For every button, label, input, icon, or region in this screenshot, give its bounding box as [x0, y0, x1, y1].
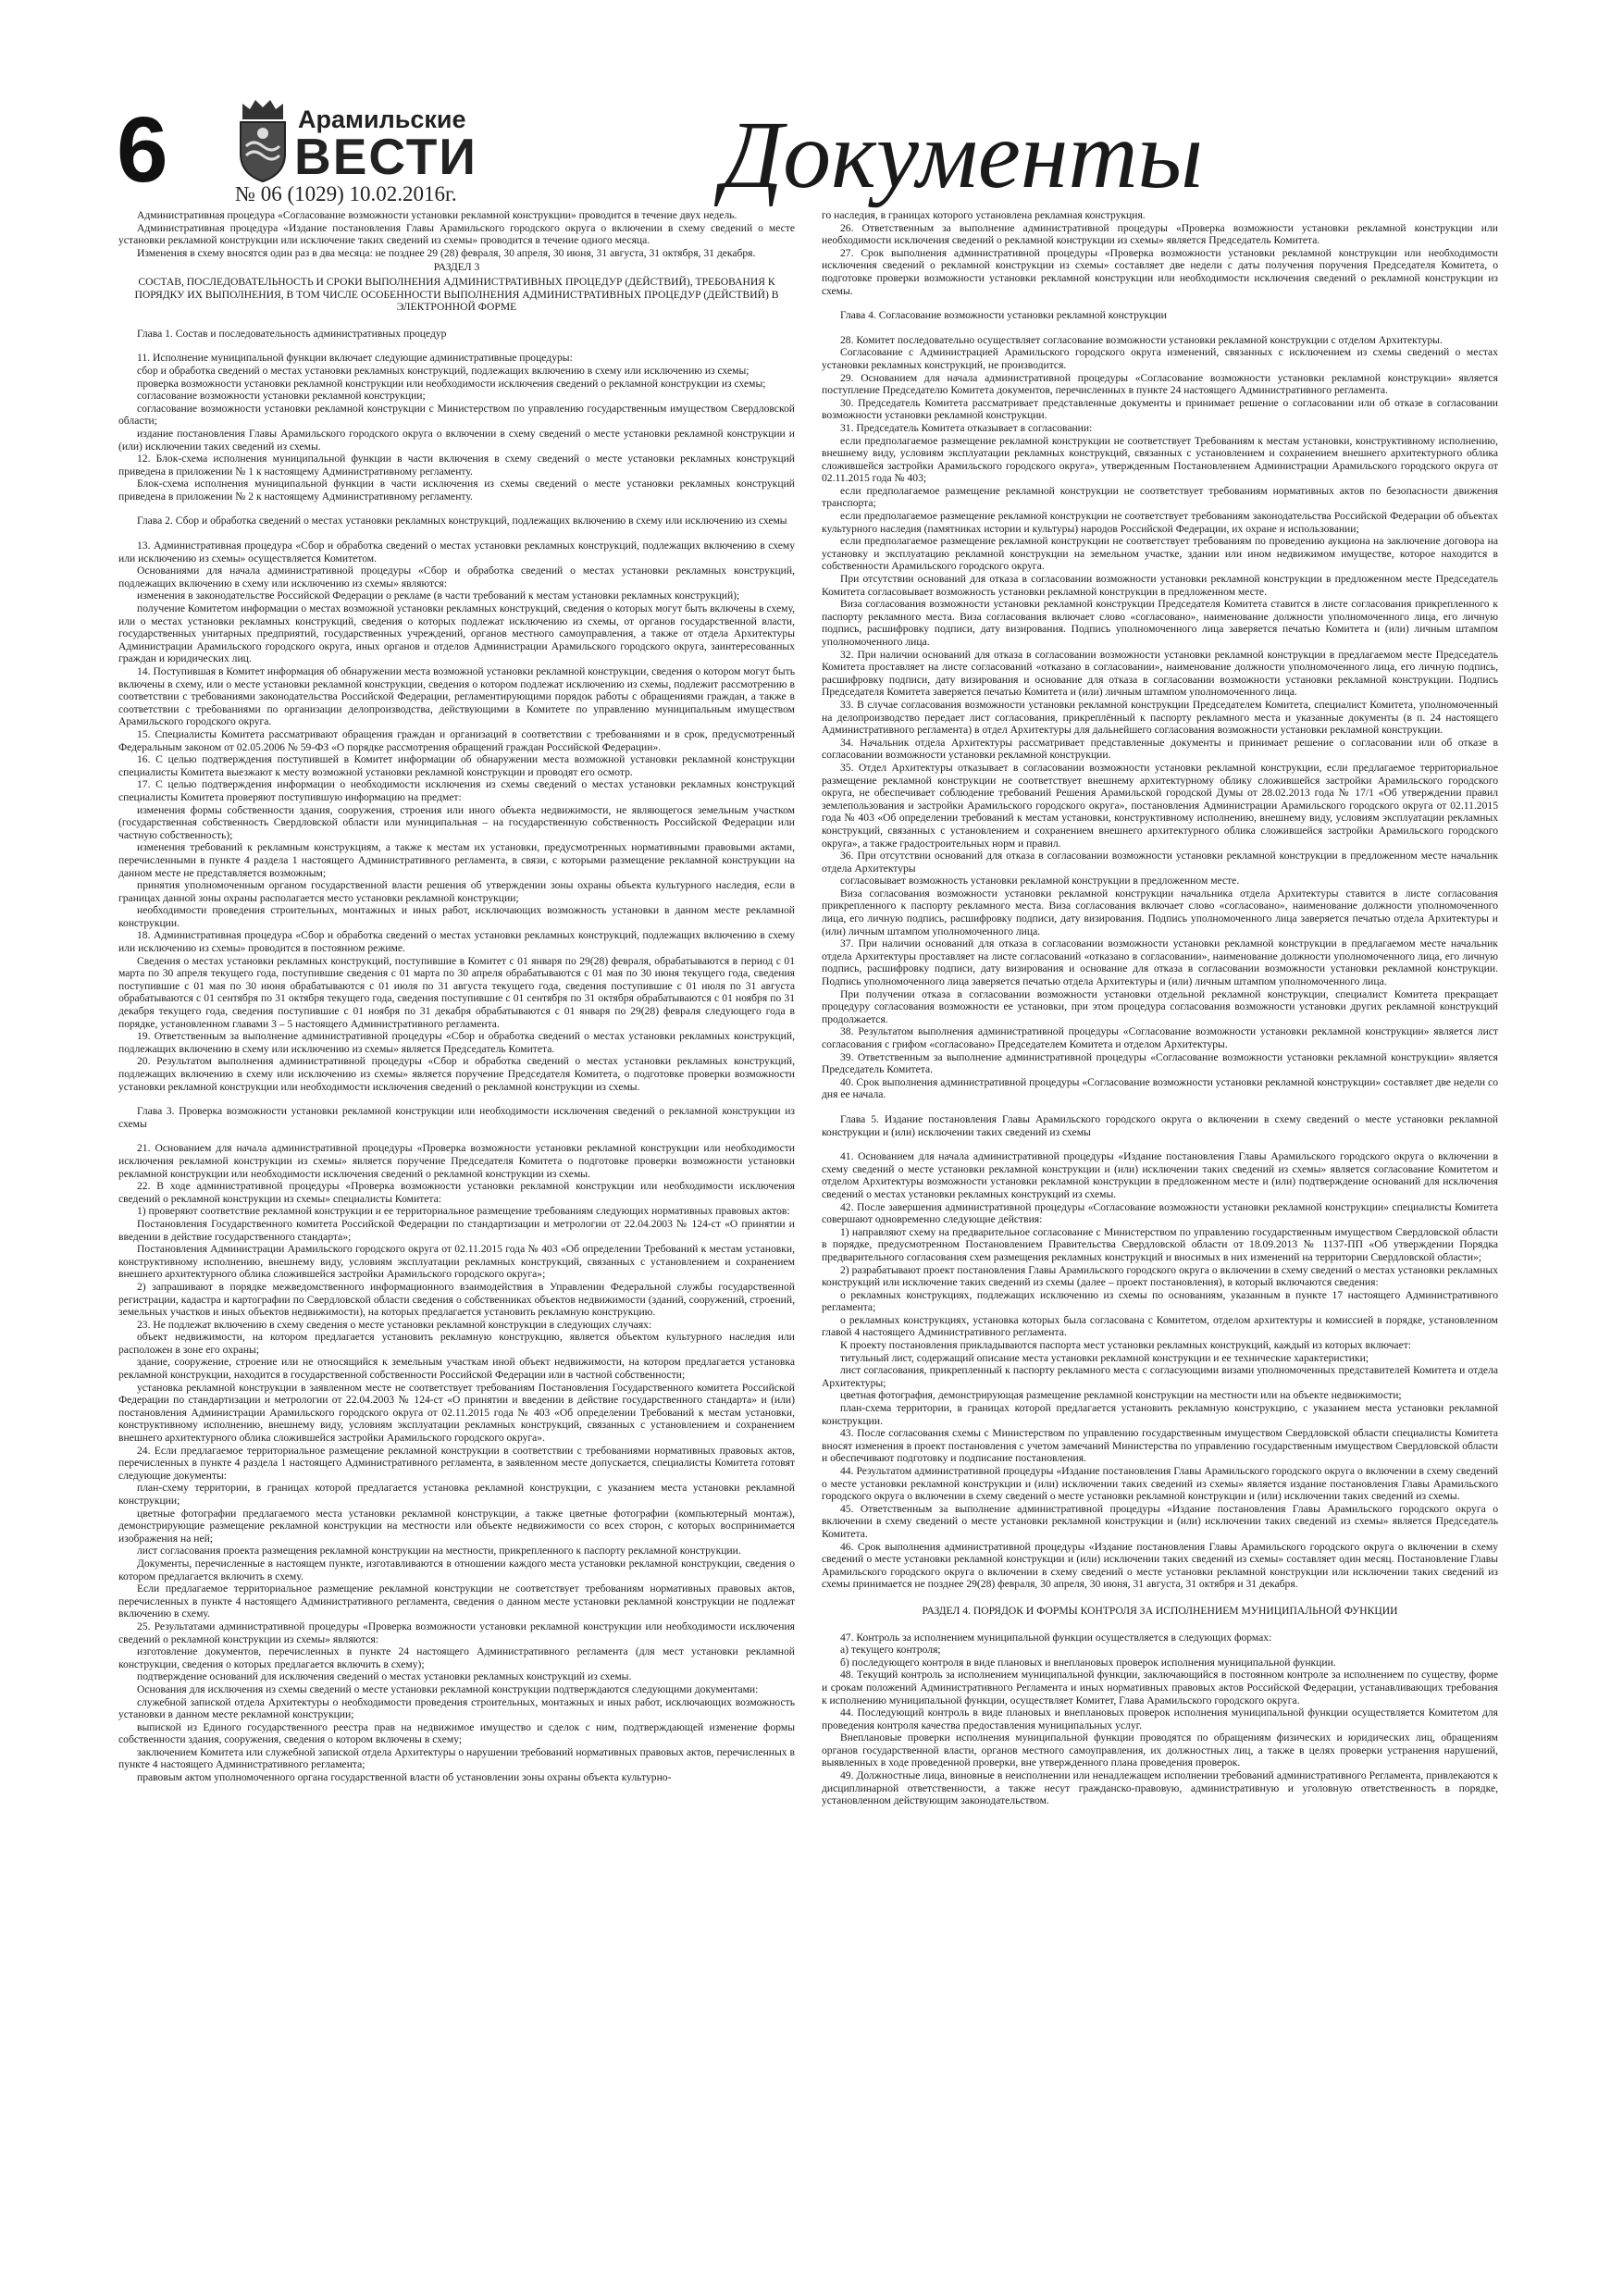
paragraph-spacer: [118, 527, 795, 540]
paragraph: сбор и обработка сведений о местах установки рекламных конструкций, подлежащих включению в схему или исключению из схемы;: [137, 364, 750, 377]
paragraph-spacer: [118, 1130, 795, 1142]
paragraph-spacer: [118, 1093, 795, 1105]
issue-number-date: № 06 (1029) 10.02.2016г.: [235, 182, 457, 205]
paragraph: Административная процедура «Согласование возможности установки рекламной конструкции» проводится в течение двух недель.: [137, 209, 737, 221]
paragraph: 19. Ответственным за выполнение административной процедуры «Сбор и обработка сведений о местах установки рекламных конструкций, подлежащих включению в схему или исключению из схемы» является Председатель Комитета.: [118, 1030, 795, 1055]
paragraph: а) текущего контроля;: [840, 1644, 941, 1657]
paragraph: цветная фотография, демонстрирующая размещение рекламной конструкции на местности или на объекте недвижимости;: [840, 1389, 1402, 1402]
paragraph: Глава 2. Сбор и обработка сведений о местах установки рекламных конструкций, подлежащих включению в схему или исключению из схемы: [137, 515, 787, 527]
paragraph: 14. Поступившая в Комитет информация об обнаружении места возможной установки рекламной конструкции, сведения о котором могут быть включены в схему, или о месте установки рекламной конструкции, сведения о котором подлежат исключению из схемы, подлежит рассмотрению в соответствии с требованиями законодательства Российской Федерации, регламентирующими порядок работы с обращениями граждан, а также в соответствии с требованиями по организации делопроизводства, действующими в Комитете по управлению муниципальным имуществом Арамильского городского округа.: [118, 665, 795, 728]
paragraph: Внеплановые проверки исполнения муниципальной функции проводятся по обращениям физических и юридических лиц, обращениям органов государственной власти, органов местного самоуправления, их должностных лиц, а также в целях проверки устранения нарушений, выявленных в ходе проведенной проверки, вне утвержденного плана проведения проверок.: [822, 1731, 1498, 1769]
paragraph: объект недвижимости, на котором предлагается установить рекламную конструкцию, является объектом культурного наследия или расположен в зоне его охраны;: [118, 1331, 795, 1356]
paragraph: 13. Административная процедура «Сбор и обработка сведений о местах установки рекламных конструкций, подлежащих включению в схему или исключению из схемы» осуществляется Комитетом.: [118, 540, 795, 565]
masthead: [0, 0, 1623, 215]
paragraph: заключением Комитета или служебной запиской отдела Архитектуры о нарушении требований нормативных правовых актов, перечисленных в пункте 4 настоящего Административного регламента;: [118, 1745, 795, 1771]
paragraph: Глава 4. Согласование возможности установки рекламной конструкции: [840, 309, 1167, 322]
section-heading: РАЗДЕЛ 3: [433, 261, 480, 274]
logo-title-top: Арамильские: [298, 105, 466, 133]
paragraph: 2) разрабатывают проект постановления Главы Арамильского городского округа о включении в схему сведений о местах установки рекламных конструкций или исключение таких сведений из схемы (далее – проект постановления), в который включаются сведения:: [822, 1263, 1498, 1289]
paragraph: 26. Ответственным за выполнение административной процедуры «Проверка возможности установки рекламной конструкции или необходимости исключения сведений о рекламной конструкции из схемы» является Председатель Комитета.: [822, 221, 1498, 247]
paragraph-spacer: [822, 1620, 1498, 1632]
paragraph: 44. Последующий контроль в виде плановых и внеплановых проверок исполнения муниципальной функции осуществляется Комитетом для проведения контроля качества предоставления муниципальных услуг.: [822, 1706, 1498, 1731]
paragraph: согласование возможности установки рекламной конструкции с Министерством по управлению государственным имуществом Свердловской области;: [118, 402, 795, 428]
paragraph: 11. Исполнение муниципальной функции включает следующие административные процедуры:: [137, 352, 573, 365]
paragraph: 33. В случае согласования возможности установки рекламной конструкции Председателем Комитета, специалист Комитета, уполномоченный на делопроизводство передает лист согласования, прикреплённый к паспорту рекламного места и указанные документы (в п. 24 настоящего Административного регламента) в отдел Архитектуры для дальнейшего согласования возможности установки рекламной конструкции.: [822, 698, 1498, 737]
right-column: [822, 209, 1498, 2277]
paragraph: титульный лист, содержащий описание места установки рекламной конструкции и ее технические характеристики;: [840, 1351, 1369, 1364]
paragraph: план-схему территории, в границах которой предлагается установка рекламной конструкции, с указанием места установки рекламной конструкции;: [118, 1482, 795, 1507]
paragraph: 15. Специалисты Комитета рассматривают обращения граждан и организаций в соответствии с требованиями и в срок, предусмотренный Федеральным законом от 02.05.2006 № 59-ФЗ «О порядке рассмотрения обращений граждан Российской Федерации».: [118, 727, 795, 753]
paragraph: Если предлагаемое территориальное размещение рекламной конструкции не соответствует требованиям нормативных правовых актов, перечисленных в пункте 4 настоящего Административного регламента, сведения о данном месте установки рекламной конструкции не подлежат включению в схему.: [118, 1582, 795, 1620]
paragraph: изменения формы собственности здания, сооружения, строения или иного объекта недвижимости, не являющегося земельным участком (государственная собственность Свердловской области или муниципальная – на государственную собственность Российской Федерации или частную собственность);: [118, 803, 795, 841]
paragraph: 44. Результатом административной процедуры «Издание постановления Главы Арамильского городского округа о включении в схему сведений о месте установки рекламной конструкции и (или) исключении таких сведений из схемы» является издание постановления Главы Арамильского городского округа о включении в схему сведений о месте установки рекламной конструкции и (или) исключении таких сведений из схемы.: [822, 1465, 1498, 1503]
paragraph: план-схема территории, в границах которой предлагается установить рекламную конструкцию, с указанием места установки рекламной конструкции.: [822, 1402, 1498, 1427]
paragraph: проверка возможности установки рекламной конструкции или необходимости исключения сведений о рекламной конструкции из схемы;: [137, 377, 766, 390]
paragraph-spacer: [118, 340, 795, 352]
paragraph-spacer: [118, 503, 795, 515]
paragraph: 35. Отдел Архитектуры отказывает в согласовании возможности установки рекламной конструкции, если предлагаемое территориальное размещение рекламной конструкции не соответствует внешнему архитектурному облику сложившейся застройки Арамильского городского округа, не обеспечивает соблюдение требований Решения Арамильской городской Думы от 28.02.2013 года № 17/1 «Об утверждении правил землепользования и застройки Арамильского городского округа», постановления Администрации Арамильского городского округа от 02.11.2015 года № 403 «Об определении требований к местам установки, конструктивному исполнению, внешнему виду, условиям эксплуатации рекламных конструкций, связанных с установлением и сохранением внешнего архитектурного облика сложившейся застройки Арамильского городского округа», а также градостроительных норм и правил.: [822, 761, 1498, 850]
paragraph: 24. Если предлагаемое территориальное размещение рекламной конструкции в соответствии с требованиями нормативных правовых актов, перечисленных в пункте 4 раздела 1 настоящего Административного регламента, в заявленном месте допускается, специалисты Комитета готовят следующие документы:: [118, 1444, 795, 1482]
left-column: [118, 209, 795, 2277]
paragraph: служебной запиской отдела Архитектуры о необходимости проведения строительных, монтажных и иных работ, исключающих возможность установки в данном месте рекламной конструкции;: [118, 1695, 795, 1721]
paragraph: 34. Начальник отдела Архитектуры рассматривает представленные документы и принимает решение о согласовании или об отказе в согласовании возможности установки рекламной конструкции.: [822, 736, 1498, 762]
paragraph: 43. После согласования схемы с Министерством по управлению государственным имуществом Свердловской области специалисты Комитета вносят изменения в проект постановления с учетом замечаний Министерства по управлению государственным имуществом Свердловской области и обеспечивают подготовку и подписание постановления.: [822, 1427, 1498, 1465]
paragraph: Глава 1. Состав и последовательность административных процедур: [137, 327, 447, 340]
paragraph: 45. Ответственным за выполнение административной процедуры «Издание постановления Главы Арамильского городского округа о включении в схему сведений о месте установки рекламной конструкции и (или) исключении таких сведений из схемы» является Председатель Комитета.: [822, 1502, 1498, 1540]
paragraph: изменения требований к рекламным конструкциям, а также к местам их установки, предусмотренных нормативными правовыми актами, перечисленными в пункте 4 раздела 1 настоящего Административного регламента, в связи, с которыми размещение рекламной конструкции на данном месте не представляется возможным;: [118, 841, 795, 879]
paragraph: установка рекламной конструкции в заявленном месте не соответствует требованиям Постановления Государственного комитета Российской Федерации по стандартизации и метрологии от 22.04.2003 № 124-ст «О принятии и введении в действие государственного стандарта» и (или) постановления Администрации Арамильского городского округа от 02.11.2015 года № 403 «Об определении Требований к местам установки, конструктивному исполнению, внешнему виду, условиям эксплуатации рекламных конструкций, связанных с установлением и сохранением внешнего архитектурного облика сложившейся застройки Арамильского городского округа».: [118, 1381, 795, 1445]
paragraph: 20. Результатом выполнения административной процедуры «Сбор и обработка сведений о местах установки рекламных конструкций, подлежащих включению в схему или исключению из схемы» является поручение Председателя Комитета, о подготовке проверки возможности установки рекламной конструкции или необходимости исключения сведений о рекламной конструкции из схемы.: [118, 1055, 795, 1093]
paragraph: 41. Основанием для начала административной процедуры «Издание постановления Главы Арамильского городского округа о включении в схему сведений о месте установки рекламной конструкции и (или) исключении таких сведений из схемы» является согласование Комитетом и отделом Архитектуры возможности установки рекламной конструкции в предложенном месте и (или) подтверждение оснований для исключения сведений о местах установки рекламных конструкций из схемы.: [822, 1150, 1498, 1200]
paragraph: 23. Не подлежат включению в схему сведения о месте установки рекламной конструкции в следующих случаях:: [137, 1318, 652, 1331]
paragraph: о рекламных конструкциях, подлежащих исключению из схемы по основаниям, указанным в пункте 17 настоящего Административного регламента;: [822, 1288, 1498, 1314]
paragraph: принятия уполномоченным органом государственной власти решения об утверждении зоны охраны объекта культурного наследия, если в границах данной зоны охраны располагается место установки рекламной конструкции;: [118, 879, 795, 904]
paragraph: Изменения в схему вносятся один раз в два месяца: не позднее 29 (28) февраля, 30 апреля, 30 июня, 31 августа, 31 октября, 31 декабря.: [137, 246, 756, 259]
paragraph: 36. При отсутствии оснований для отказа в согласовании возможности установки рекламной конструкции в предложенном месте начальник отдела Архитектуры: [822, 850, 1498, 875]
paragraph: 27. Срок выполнения административной процедуры «Проверка возможности установки рекламной конструкции или необходимости исключения сведений о рекламной конструкции из схемы» составляет две недели с даты получения поручения Председателя Комитета, о подготовке проверки возможности установки рекламной конструкции или необходимости исключения сведений о рекламной конструкции из схемы.: [822, 246, 1498, 297]
paragraph: Документы, перечисленные в настоящем пункте, изготавливаются в отношении каждого места установки рекламной конструкции, сведения о котором предлагается включить в схему.: [118, 1557, 795, 1582]
paragraph: 1) проверяют соответствие рекламной конструкции и ее территориальное размещение требованиям следующих нормативных правовых актов:: [137, 1205, 790, 1218]
paragraph: лист согласования проекта размещения рекламной конструкции на местности, прикрепленного к паспорту рекламной конструкции.: [137, 1545, 741, 1558]
paragraph: 37. При наличии оснований для отказа в согласовании возможности установки рекламной конструкции в предлагаемом месте начальник отдела Архитектуры проставляет на листе согласований «отказано в согласовании», наименование должности уполномоченного лица, его личную подпись, расшифровку подписи, дату визирования и основание для отказа в согласовании возможности установки рекламной конструкции. Подпись уполномоченного лица заверяется печатью отдела Архитектуры и (или) личным штампом уполномоченного лица.: [822, 937, 1498, 988]
paragraph: 32. При наличии оснований для отказа в согласовании возможности установки рекламной конструкции в предлагаемом месте Председатель Комитета проставляет на листе согласований «отказано в согласовании», наименование должности уполномоченного лица, его личную подпись, расшифровку подписи, дату визирования и основание для отказа в согласовании возможности установки рекламной конструкции. Подпись Председателя Комитета заверяется печатью Комитета и (или) личным штампом уполномоченного лица.: [822, 648, 1498, 699]
paragraph: 22. В ходе административной процедуры «Проверка возможности установки рекламной конструкции или необходимости исключения сведений о рекламной конструкции из схемы» специалисты Комитета:: [118, 1180, 795, 1205]
paragraph: подтверждение оснований для исключения сведений о местах установки рекламных конструкций из схемы.: [137, 1670, 632, 1683]
paragraph: Постановления Государственного комитета Российской Федерации по стандартизации и метрологии от 22.04.2003 № 124-ст «О принятии и введении в действие государственного стандарта»;: [118, 1217, 795, 1243]
paragraph: 39. Ответственным за выполнение административной процедуры «Согласование возможности установки рекламной конструкции» является Председатель Комитета.: [822, 1050, 1498, 1076]
logo-title-main: ВЕСТИ: [294, 128, 477, 185]
paragraph: Блок-схема исполнения муниципальной функции в части исключения из схемы сведений о месте установки рекламных конструкций приведена в приложении № 2 к настоящему Административному регламенту.: [118, 478, 795, 503]
paragraph: 12. Блок-схема исполнения муниципальной функции в части включения в схему сведений о месте установки рекламных конструкций приведена в приложении № 1 к настоящему Административному регламенту.: [118, 453, 795, 478]
paragraph: цветные фотографии предлагаемого места установки рекламной конструкции, а также цветные фотографии (компьютерный монтаж), демонстрирующие размещение рекламной конструкции на местности или объекте недвижимости со всех сторон, с которых воспринимается изображения на ней;: [118, 1507, 795, 1545]
paragraph: правовым актом уполномоченного органа государственной власти об установлении зоны охраны объекта культурно-: [137, 1771, 672, 1784]
paragraph: 48. Текущий контроль за исполнением муниципальной функции, заключающийся в постоянном контроле за исполнением по существу, форме и срокам положений Административного Регламента и иных нормативных правовых актов Российской Федерации, устанавливающих требования к исполнению муниципальной функции, осуществляет Комитет, Глава Арамильского городского округа.: [822, 1669, 1498, 1706]
paragraph-spacer: [118, 316, 795, 328]
paragraph: 42. После завершения административной процедуры «Согласование возможности установки рекламной конструкции» специалисты Комитета совершают одновременно следующие действия:: [822, 1200, 1498, 1226]
paragraph: здание, сооружение, строение или не относящийся к земельным участкам иной объект недвижимости, на котором предлагается установка рекламной конструкции, находится в государственной собственности Российской Федерации или в частной собственности;: [118, 1356, 795, 1382]
paragraph: Административная процедура «Издание постановления Главы Арамильского городского округа о включении в схему сведений о месте установки рекламной конструкции или исключение таких сведений из схемы» проводится в течение одного месяца.: [118, 221, 795, 247]
paragraph: Основаниями для начала административной процедуры «Сбор и обработка сведений о местах установки рекламных конструкций, подлежащих включению в схему или исключению из схемы» являются:: [118, 565, 795, 590]
paragraph: Сведения о местах установки рекламных конструкций, поступившие в Комитет с 01 января по 29(28) февраля, обрабатываются в период с 01 марта по 30 апреля текущего года, поступившие сведения с 01 марта по 30 апреля обрабатываются с 01 мая по 30 июня текущего года, сведения поступившие с 01 мая по 30 июня обрабатываются с 01 июля по 31 августа текущего года, сведения поступившие с 01 июля по 31 августа обрабатываются с 01 сентября по 31 октября текущего года, сведения поступившие с 01 сентября по 31 октября обрабатываются с 01 ноября по 31 декабря текущего года, сведения поступившие с 01 ноября по 31 декабря обрабатываются с 01 января по 29(28) февраля следующего года в порядке, установленном главами 3 – 5 настоящего Административного регламента.: [118, 954, 795, 1030]
paragraph-spacer: [822, 322, 1498, 334]
paragraph: 49. Должностные лица, виновные в неисполнении или ненадлежащем исполнении требований административного Регламента, привлекаются к дисциплинарной ответственности, а также несут гражданско-правовую, административную и уголовную ответственность в порядке, установленном действующим законодательством.: [822, 1769, 1498, 1807]
paragraph-spacer: [822, 1101, 1498, 1113]
paragraph: согласовывает возможность установки рекламной конструкции в предложенном месте.: [840, 875, 1240, 887]
paragraph: 29. Основанием для начала административной процедуры «Согласование возможности установки рекламной конструкции» является поступление Председателю Комитета документов, перечисленных в пункте 24 настоящего Административного регламента.: [822, 371, 1498, 397]
paragraph: получение Комитетом информации о местах возможной установки рекламных конструкций, сведения о которых могут быть включены в схему, или о местах установки рекламных конструкций, сведения о которых подлежат исключению из схемы, от органов государственной власти, государственных унитарных предприятий, государственных учреждений, органов местного самоуправления, а также от отдела Архитектуры Администрации Арамильского городского округа, иных органов и отделов Администрации Арамильского городского округа, заинтересованных граждан и юридических лиц.: [118, 602, 795, 665]
paragraph: 31. Председатель Комитета отказывает в согласовании:: [840, 421, 1093, 434]
paragraph: 1) направляют схему на предварительное согласование с Министерством по управлению государственным имуществом Свердловской области в порядке, предусмотренном Постановлением Правительства Свердловской области от 18.09.2013 № 1137-ПП «Об утверждении Порядка предварительного согласования схем размещения рекламных конструкций и вносимых в них изменений на территории Свердловской области»;: [822, 1225, 1498, 1263]
paragraph-spacer: [822, 1138, 1498, 1150]
paragraph: согласование возможности установки рекламной конструкции;: [137, 390, 426, 403]
paragraph: При получении отказа в согласовании возможности установки отдельной рекламной конструкции, специалист Комитета прекращает процедуру согласования возможности ее установки, при этом процедура согласования возможности установки других рекламной конструкций продолжается.: [822, 987, 1498, 1025]
paragraph: издание постановления Главы Арамильского городского округа о включении в схему сведений о месте установки рекламной конструкции и (или) исключении таких сведений из схемы.: [118, 427, 795, 453]
paragraph: 17. С целью подтверждения информации о необходимости исключения из схемы сведений о местах установки рекламных конструкций специалисты Комитета проверяют поступившую информацию на предмет:: [118, 778, 795, 803]
paragraph: если предполагаемое размещение рекламной конструкции не соответствует требованиям по проведению аукциона на заключение договора на установку и эксплуатацию рекламной конструкции на земельном участке, здании или ином недвижимом имуществе, которое находится в собственности Арамильского городского округа.: [822, 535, 1498, 573]
paragraph: При отсутствии оснований для отказа в согласовании возможности установки рекламной конструкции в предложенном месте Председатель Комитета согласовывает возможность установки рекламной конструкции в предложенном месте.: [822, 573, 1498, 598]
paragraph: 25. Результатами административной процедуры «Проверка возможности установки рекламной конструкции или необходимости исключения сведений о рекламной конструкции из схемы» являются:: [118, 1620, 795, 1645]
paragraph: изготовление документов, перечисленных в пункте 24 настоящего Административного регламента (для мест установки рекламной конструкции, сведения о которых предлагается включить в схему);: [118, 1645, 795, 1670]
paragraph: Согласование с Администрацией Арамильского городского округа изменений, связанных с исключением из схемы сведений о местах установки рекламных конструкций, не производится.: [822, 346, 1498, 371]
paragraph: необходимости проведения строительных, монтажных и иных работ, исключающих возможность установки в данном месте рекламной конструкции.: [118, 904, 795, 929]
section-title: Документы: [722, 102, 1204, 208]
paragraph: Виза согласования возможности установки рекламной конструкции начальника отдела Архитектуры ставится в листе согласования прикрепленного к паспорту рекламного места. Виза согласования включает слово «согласовано», наименование должности уполномоченного лица, его личную подпись, расшифровку подписи, дату визирования. Подпись уполномоченного лица заверяется печатью отдела Архитектуры и (или) личным штампом уполномоченного лица.: [822, 887, 1498, 937]
paragraph: К проекту постановления прикладываются паспорта мест установки рекламных конструкций, каждый из которых включает:: [840, 1339, 1411, 1352]
section-heading: СОСТАВ, ПОСЛЕДОВАТЕЛЬНОСТЬ И СРОКИ ВЫПОЛНЕНИЯ АДМИНИСТРАТИВНЫХ ПРОЦЕДУР (ДЕЙСТВИЙ), ТРЕБОВАНИЯ К ПОРЯДКУ ИХ ВЫПОЛНЕНИЯ, В ТОМ ЧИСЛЕ ОСОБЕННОСТИ ВЫПОЛНЕНИЯ АДМИНИСТРАТИВНЫХ ПРОЦЕДУР (ДЕЙСТВИЙ) В ЭЛЕКТРОННОЙ ФОРМЕ: [134, 275, 779, 314]
paragraph: изменения в законодательстве Российской Федерации о рекламе (в части требований к местам установки рекламных конструкций);: [137, 590, 740, 602]
paragraph: если предполагаемое размещение рекламной конструкции не соответствует Требованиям к местам установки, конструктивному исполнению, внешнему виду, условиям эксплуатации рекламных конструкций, связанных с установлением и сохранением внешнего архитектурного облика сложившейся застройки Арамильского городского округа», утвержденным Постановлением Администрации Арамильского городского округа от 02.11.2015 года № 403;: [822, 434, 1498, 485]
paragraph: 21. Основанием для начала административной процедуры «Проверка возможности установки рекламной конструкции или необходимости исключения рекламной конструкции из схемы» является поручение Председателя Комитета о подготовке проверки возможности установки рекламной конструкции или необходимости исключения сведений о рекламной конструкции из схемы.: [118, 1142, 795, 1180]
paragraph-spacer: [822, 1591, 1498, 1603]
paragraph: Основания для исключения из схемы сведений о месте установки рекламной конструкции подтверждаются следующими документами:: [137, 1682, 759, 1695]
paragraph: 47. Контроль за исполнением муниципальной функции осуществляется в следующих формах:: [840, 1631, 1272, 1644]
city-crest-icon: [235, 96, 291, 185]
paragraph: если предполагаемое размещение рекламной конструкции не соответствует требованиям нормативных актов по безопасности движения транспорта;: [822, 484, 1498, 510]
paragraph: Постановления Администрации Арамильского городского округа от 02.11.2015 года № 403 «Об определении Требований к местам установки, конструктивному исполнению, внешнему виду, условиям эксплуатации рекламных конструкций, связанных с установлением и сохранением внешнего архитектурного облика сложившейся застройки Арамильского городского округа»;: [118, 1243, 795, 1281]
paragraph: 28. Комитет последовательно осуществляет согласование возможности установки рекламной конструкции с отделом Архитектуры.: [840, 333, 1443, 346]
paragraph: о рекламных конструкциях, установка которых была согласована с Комитетом, отделом архитектуры и комиссией в порядке, установленном главой 4 настоящего Административного регламента.: [822, 1313, 1498, 1339]
page-number: 6: [117, 98, 168, 202]
paragraph: го наследия, в границах которого установлена рекламная конструкция.: [822, 209, 1146, 221]
paragraph: 18. Административная процедура «Сбор и обработка сведений о местах установки рекламных конструкций, подлежащих включению в схему или исключению из схемы» проводится в постоянном режиме.: [118, 929, 795, 955]
paragraph: 40. Срок выполнения административной процедуры «Согласование возможности установки рекламной конструкции» составляет две недели со дня ее начала.: [822, 1075, 1498, 1101]
paragraph: Глава 3. Проверка возможности установки рекламной конструкции или необходимости исключения сведений о рекламной конструкции из схемы: [118, 1105, 795, 1130]
paragraph: Глава 5. Издание постановления Главы Арамильского городского округа о включении в схему сведений о месте установки рекламной конструкции и (или) исключении таких сведений из схемы: [822, 1112, 1498, 1138]
paragraph: 2) запрашивают в порядке межведомственного информационного взаимодействия в Управлении Федеральной службы государственной регистрации, кадастра и картографии по Свердловской области сведения о собственниках объектов недвижимости (зданий, сооружений, строений, земельных участков и иных объектов недвижимости), на которых предлагается установить рекламную конструкцию.: [118, 1280, 795, 1319]
paragraph: если предполагаемое размещение рекламной конструкции не соответствует требованиям законодательства Российской Федерации об объектах культурного наследия (памятниках истории и культуры) народов Российской Федерации, их охране и использовании;: [822, 510, 1498, 535]
section-heading: РАЗДЕЛ 4. ПОРЯДОК И ФОРМЫ КОНТРОЛЯ ЗА ИСПОЛНЕНИЕМ МУНИЦИПАЛЬНОЙ ФУНКЦИИ: [922, 1604, 1398, 1617]
paragraph: 46. Срок выполнения административной процедуры «Издание постановления Главы Арамильского городского округа о включении в схему сведений о месте установки рекламной конструкции и (или) исключении таких сведений из схемы» составляет один месяц. Постановление Главы Арамильского городского округа о включении в схему сведений о месте установки рекламной конструкции или исключении таких сведений из схемы принимается не позднее 29(28) февраля, 30 апреля, 30 июня, 31 августа, 31 октября и 31 декабря.: [822, 1540, 1498, 1591]
paragraph: Виза согласования возможности установки рекламной конструкции Председателя Комитета ставится в листе согласования прикрепленного к паспорту рекламного места. Виза согласования включает слово «согласовано», наименование должности уполномоченного лица, его личную подпись, расшифровку подписи, дату визирования. Подпись уполномоченного лица заверяется печатью Комитета и (или) личным штампом уполномоченного лица.: [822, 598, 1498, 648]
paragraph: 38. Результатом выполнения административной процедуры «Согласование возможности установки рекламной конструкции» является лист согласования с грифом «согласовано» Председателем Комитета и отделом Архитектуры.: [822, 1025, 1498, 1050]
paragraph: выпиской из Единого государственного реестра прав на недвижимое имущество и сделок с ним, подтверждающей изменение формы собственности здания, сооружения, сведения о котором включены в схему;: [118, 1720, 795, 1746]
paragraph-spacer: [822, 297, 1498, 309]
paragraph: 16. С целью подтверждения поступившей в Комитет информации об обнаружении места возможной установки рекламной конструкции специалисты Комитета выезжают к месту возможной установки рекламной конструкции и проводят его осмотр.: [118, 753, 795, 778]
paragraph: 30. Председатель Комитета рассматривает представленные документы и принимает решение о согласовании или об отказе в согласовании возможности установки рекламной конструкции.: [822, 396, 1498, 422]
paragraph: лист согласования, прикрепленный к паспорту рекламного места с согласующими визами уполномоченных представителей Комитета и отдела Архитектуры;: [822, 1364, 1498, 1389]
paragraph: б) последующего контроля в виде плановых и внеплановых проверок исполнения муниципальной функции.: [840, 1656, 1336, 1669]
